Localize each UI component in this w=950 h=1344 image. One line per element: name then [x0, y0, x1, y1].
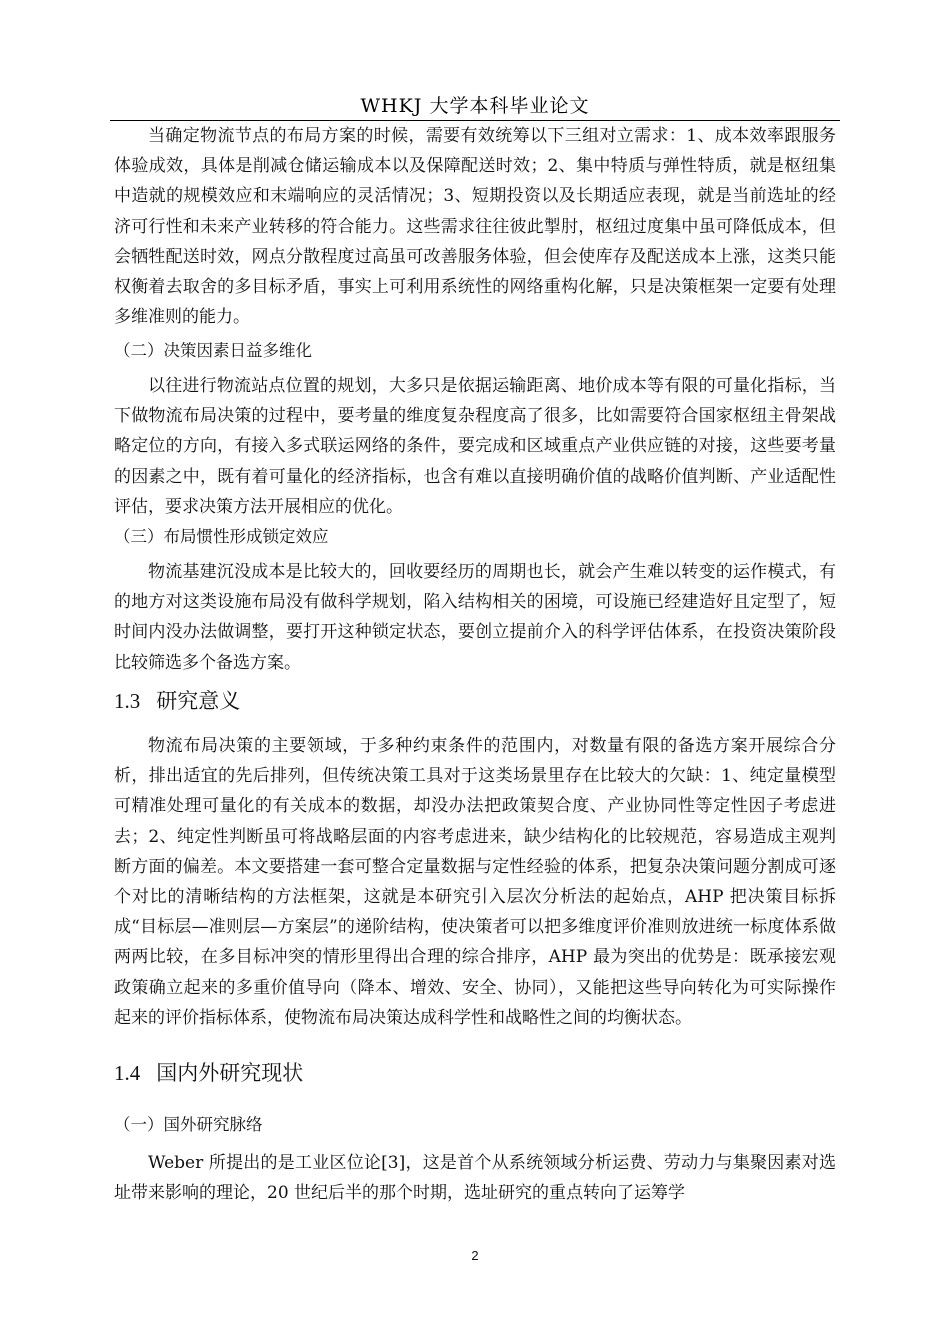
section-heading-1-3	[114, 686, 814, 716]
section-number: 1.4	[114, 1061, 141, 1085]
paragraph-weber-theory	[114, 1148, 836, 1208]
paragraph-conflicting-demands	[114, 121, 836, 332]
section-heading-1-4	[114, 1058, 814, 1088]
subheading-multidimensional-factors: （二）决策因素日益多维化	[114, 341, 312, 360]
paragraph-text: 物流基建沉没成本是比较大的，回收要经历的周期也长，就会产生难以转变的运作模式，有的地方对这类设施布局没有做科学规划，陷入结构相关的困境，可设施已经建造好且定型了，短时间内没办法做调整，要打开这种锁定状态，要创立提前介入的科学评估体系，在投资决策阶段比较筛选多个备选方案。	[114, 562, 836, 673]
paragraph-text: 以往进行物流站点位置的规划，大多只是依据运输距离、地价成本等有限的可量化指标，当下做物流布局决策的过程中，要考量的维度复杂程度高了很多，比如需要符合国家枢纽主骨架战略定位的方向，有接入多式联运网络的条件，要完成和区域重点产业供应链的对接，这些要考量的因素之中，既有着可量化的经济指标，也含有难以直接明确价值的战略价值判断、产业适配性评估，要求决策方法开展相应的优化。	[114, 376, 836, 517]
paragraph-text: Weber 所提出的是工业区位论[3]，这是首个从系统领域分析运费、劳动力与集聚因素对选址带来影响的理论，20 世纪后半的那个时期，选址研究的重点转向了运筹学	[114, 1153, 836, 1204]
paragraph-text: 物流布局决策的主要领域，于多种约束条件的范围内，对数量有限的备选方案开展综合分析，排出适宜的先后排列，但传统决策工具对于这类场景里存在比较大的欠缺：1、纯定量模型可精准处理可量化的有关成本的数据，却没办法把政策契合度、产业协同性等定性因子考虑进去；2、纯定性判断虽可将战略层面的内容考虑进来，缺少结构化的比较规范，容易造成主观判断方面的偏差。本文要搭建一套可整合定量数据与定性经验的体系，把复杂决策问题分割成可逐个对比的清晰结构的方法框架，这就是本研究引入层次分析法的起始点，AHP 把决策目标拆成“目标层—准则层—方案层”的递阶结构，使决策者可以把多维度评价准则放进统一标度体系做两两比较，在多目标冲突的情形里得出合理的综合排序，AHP 最为突出的优势是：既承接宏观政策确立起来的多重价值导向（降本、增效、安全、协同），又能把这些导向转化为可实际操作起来的评价指标体系，使物流布局决策达成科学性和战略性之间的均衡状态。	[114, 736, 836, 1028]
page-header: WHKJ 大学本科毕业论文	[110, 92, 840, 121]
section-title: 研究意义	[156, 689, 241, 713]
paragraph-text: 当确定物流节点的布局方案的时候，需要有效统筹以下三组对立需求：1、成本效率跟服务体验成效，具体是削减仓储运输成本以及保障配送时效；2、集中特质与弹性特质，就是枢纽集中造就的规模效应和末端响应的灵活情况；3、短期投资以及长期适应表现，就是当前选址的经济可行性和未来产业转移的符合能力。这些需求往往彼此掣肘，枢纽过度集中虽可降低成本，但会牺牲配送时效，网点分散程度过高虽可改善服务体验，但会使库存及配送成本上涨，这类只能权衡着去取舍的多目标矛盾，事实上可利用系统性的网络重构化解，只是决策框架一定要有处理多维准则的能力。	[114, 126, 836, 328]
section-title: 国内外研究现状	[156, 1061, 304, 1085]
subheading-foreign-research: （一）国外研究脉络	[114, 1115, 263, 1134]
paragraph-sunk-cost	[114, 557, 836, 678]
subheading-lock-in-effect: （三）布局惯性形成锁定效应	[114, 527, 329, 546]
paragraph-research-significance	[114, 731, 836, 1033]
page-number: 2	[471, 1248, 479, 1263]
section-number: 1.3	[114, 689, 141, 713]
paragraph-decision-factors	[114, 371, 836, 522]
